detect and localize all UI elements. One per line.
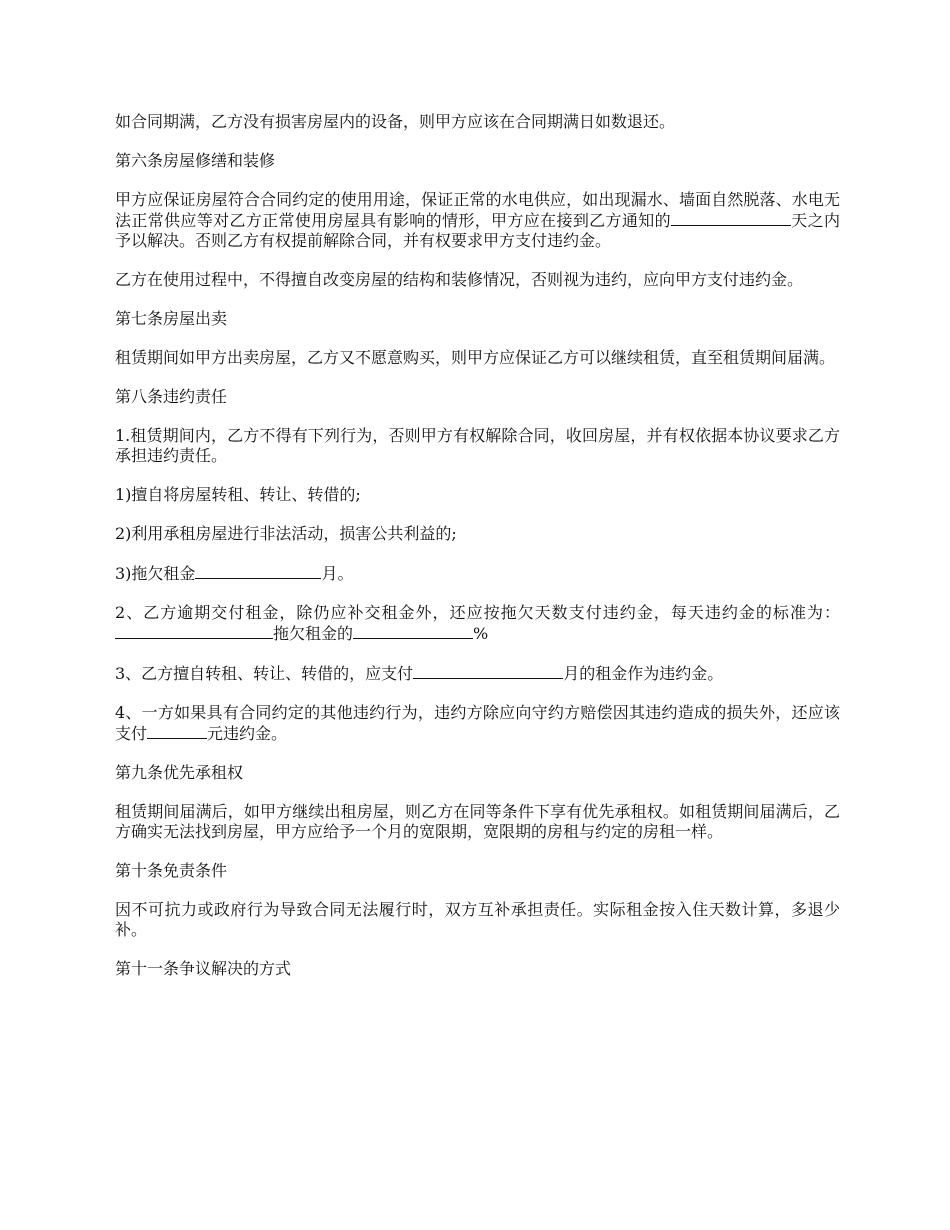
heading-text: 第六条房屋修缮和装修 (115, 151, 276, 170)
paragraph-sublet-penalty (115, 663, 840, 684)
list-item-sublet (115, 485, 840, 505)
paragraph-text: 月。 (321, 564, 354, 583)
paragraph-text: 如合同期满，乙方没有损害房屋内的设备，则甲方应该在合同期满日如数退还。 (115, 112, 676, 131)
heading-article-11 (115, 959, 840, 979)
paragraph-text: 天之内予以解决。否则乙方有权提前解除合同，并有权要求甲方支付违约金。 (115, 211, 840, 250)
heading-article-10 (115, 861, 840, 881)
paragraph-text: 2)利用承租房屋进行非法活动，损害公共利益的; (115, 524, 457, 543)
list-item-illegal-use (115, 524, 840, 544)
blank-days-field[interactable] (671, 210, 791, 226)
heading-article-6 (115, 151, 840, 171)
paragraph-late-payment (115, 603, 840, 644)
paragraph-text: 1.租赁期间内，乙方不得有下列行为，否则甲方有权解除合同，收回房屋，并有权依据本协议要求乙方承担违约责任。 (115, 426, 840, 465)
blank-amount-field[interactable] (147, 723, 207, 739)
paragraph-text: 元违约金。 (207, 724, 288, 743)
paragraph-other-breach (115, 703, 840, 744)
paragraph-deposit-refund (115, 112, 840, 132)
list-item-rent-arrears (115, 563, 840, 584)
blank-penalty-standard-field[interactable] (115, 623, 273, 639)
paragraph-text: 4、一方如果具有合同约定的其他违约行为，违约方除应向守约方赔偿因其违约造成的损失外，还应该支付 (115, 703, 840, 743)
heading-article-7 (115, 309, 840, 329)
paragraph-repair-duty (115, 190, 840, 251)
heading-text: 第十条免责条件 (115, 861, 228, 880)
paragraph-no-alteration (115, 270, 840, 290)
heading-text: 第八条违约责任 (115, 387, 228, 406)
paragraph-text: 乙方在使用过程中，不得擅自改变房屋的结构和装修情况，否则视为违约，应向甲方支付违约金。 (115, 270, 804, 289)
paragraph-text: 拖欠租金的 (273, 624, 354, 643)
paragraph-text: 2、乙方逾期交付租金，除仍应补交租金外，还应按拖欠天数支付违约金，每天违约金的标准为： (115, 603, 840, 622)
paragraph-force-majeure (115, 900, 840, 940)
paragraph-house-sale (115, 348, 840, 368)
heading-article-9 (115, 763, 840, 783)
blank-months-field[interactable] (195, 563, 321, 579)
paragraph-prohibited-acts (115, 426, 840, 466)
paragraph-text: 租赁期间如甲方出卖房屋，乙方又不愿意购买，则甲方应保证乙方可以继续租赁，直至租赁期间届满。 (115, 348, 836, 367)
paragraph-text: % (473, 624, 489, 643)
heading-text: 第十一条争议解决的方式 (115, 959, 292, 978)
heading-text: 第九条优先承租权 (115, 763, 244, 782)
paragraph-priority-lease (115, 802, 840, 842)
blank-penalty-months-field[interactable] (413, 663, 563, 679)
blank-percent-field[interactable] (353, 623, 473, 639)
document-page (115, 112, 840, 998)
heading-article-8 (115, 387, 840, 407)
paragraph-text: 月的租金作为违约金。 (563, 664, 724, 683)
paragraph-text: 3)拖欠租金 (115, 564, 196, 583)
paragraph-text: 租赁期间届满后，如甲方继续出租房屋，则乙方在同等条件下享有优先承租权。如租赁期间届满后，乙方确实无法找到房屋，甲方应给予一个月的宽限期，宽限期的房租与约定的房租一样。 (115, 802, 840, 841)
heading-text: 第七条房屋出卖 (115, 309, 228, 328)
paragraph-text: 甲方应保证房屋符合合同约定的使用用途，保证正常的水电供应，如出现漏水、墙面自然脱落、水电无法正常供应等对乙方正常使用房屋具有影响的情形，甲方应在接到乙方通知的 (115, 190, 840, 230)
paragraph-text: 3、乙方擅自转租、转让、转借的，应支付 (115, 664, 414, 683)
paragraph-text: 因不可抗力或政府行为导致合同无法履行时，双方互补承担责任。实际租金按入住天数计算，多退少补。 (115, 900, 840, 939)
paragraph-text: 1)擅自将房屋转租、转让、转借的; (115, 485, 361, 504)
